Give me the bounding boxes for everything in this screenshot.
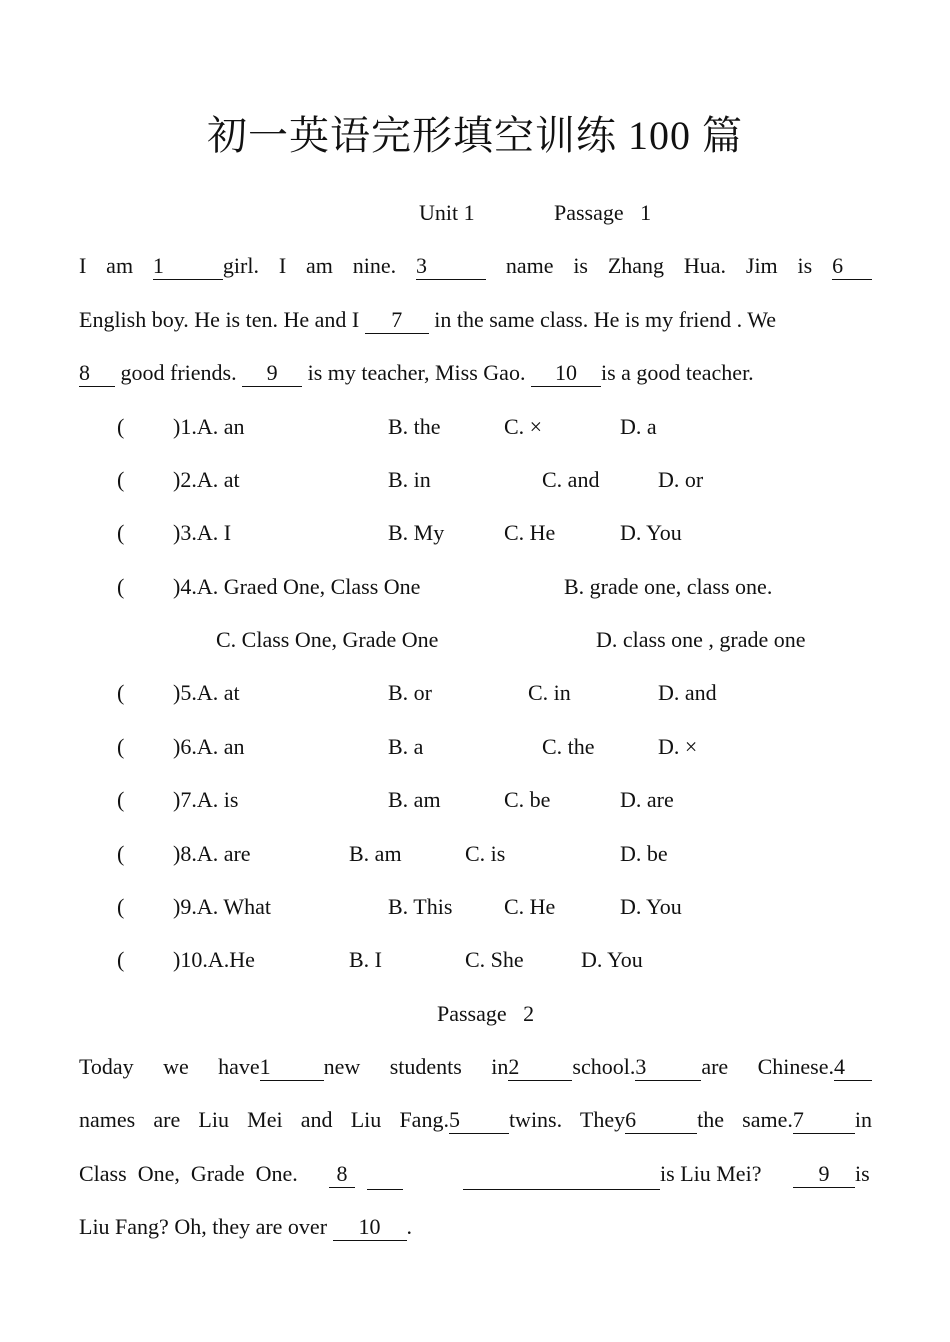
option-b: B. am: [388, 787, 441, 812]
option-b: B. This: [388, 894, 453, 919]
question-paren: (: [117, 414, 125, 439]
question-2: )2.A. at: [173, 467, 240, 492]
blank-5: 5: [449, 1107, 509, 1134]
passage-2-line-4: Liu Fang? Oh, they are over 10 .: [79, 1214, 413, 1239]
option-c: C. Class One, Grade One: [216, 627, 439, 652]
blank-8: 8: [79, 360, 115, 387]
passage-2-line-3-right: is Liu Mei?: [660, 1161, 762, 1186]
text: good friends.: [120, 360, 237, 385]
option-b: B. My: [388, 520, 445, 545]
question-paren: (: [117, 467, 125, 492]
option-c: C. He: [504, 520, 556, 545]
question-5: )5.A. at: [173, 680, 240, 705]
option-c: C. ×: [504, 414, 543, 439]
passage-1-line-3: [79, 360, 754, 387]
blank-10: 10: [333, 1214, 407, 1241]
word: and: [300, 1107, 333, 1132]
text: is a good teacher.: [600, 360, 754, 385]
option-b: B. grade one, class one.: [564, 574, 773, 599]
option-b: B. the: [388, 414, 441, 439]
question-paren: (: [117, 734, 125, 759]
blank-8: 8: [329, 1161, 355, 1188]
blank-3: 3: [635, 1054, 701, 1081]
blank-7: 7: [365, 307, 429, 334]
blank-2: 2: [508, 1054, 572, 1081]
option-c: C. be: [504, 787, 551, 812]
passage-2-line-3-left: Class One, Grade One.: [79, 1161, 298, 1186]
question-3: )3.A. I: [173, 520, 232, 545]
option-d: D. be: [620, 841, 668, 866]
word: are: [153, 1107, 181, 1132]
passage-2-line-2: [79, 1107, 872, 1134]
question-6: )6.A. an: [173, 734, 245, 759]
word-with-blank: Chinese.4: [758, 1054, 872, 1079]
blank-line: [367, 1189, 403, 1190]
page-title: 初一英语完形填空训练 100 篇: [207, 113, 743, 158]
question-paren: (: [117, 841, 125, 866]
blank-10: 10: [531, 360, 601, 387]
option-c: C. and: [542, 467, 600, 492]
option-d: D. are: [620, 787, 674, 812]
option-c: C. She: [465, 947, 524, 972]
option-d: D. You: [620, 894, 682, 919]
option-b: B. am: [349, 841, 402, 866]
option-d: D. and: [658, 680, 717, 705]
passage-1-label: Passage 1: [554, 200, 652, 225]
blank-line: [463, 1189, 660, 1190]
option-b: B. I: [349, 947, 382, 972]
text: in the same class. He is my friend . We: [434, 307, 777, 332]
word: Liu: [198, 1107, 229, 1132]
option-d: D. a: [620, 414, 657, 439]
option-c: C. the: [542, 734, 595, 759]
text: I am: [79, 253, 134, 278]
option-b: B. a: [388, 734, 424, 759]
blank-4: 4: [834, 1054, 872, 1081]
option-d: D. You: [581, 947, 643, 972]
passage-1-line-2: [79, 307, 776, 334]
blank-1: 1: [260, 1054, 324, 1081]
blank-1: 1: [153, 253, 223, 280]
text: girl. I am nine.: [222, 253, 397, 278]
text: English boy. He is ten. He and I: [79, 307, 360, 332]
option-b: B. or: [388, 680, 432, 705]
option-d: D. class one , grade one: [596, 627, 806, 652]
passage-2-label: Passage 2: [437, 1001, 535, 1026]
question-paren: (: [117, 574, 125, 599]
word: Mei: [247, 1107, 283, 1132]
blank-9: 9: [793, 1161, 855, 1188]
word: students: [389, 1054, 462, 1079]
option-d: D. or: [658, 467, 704, 492]
word-with-blank: in2 school.3 are: [491, 1054, 729, 1079]
word: Liu: [350, 1107, 382, 1132]
text: is my teacher, Miss Gao.: [307, 360, 526, 385]
word-with-blank: They6 the: [579, 1107, 724, 1132]
question-1: )1.A. an: [173, 414, 245, 439]
question-10: )10.A.He: [173, 947, 255, 972]
word: Today: [79, 1054, 134, 1079]
text: name is Zhang Hua. Jim is: [505, 253, 813, 278]
question-4: )4.A. Graed One, Class One: [173, 574, 421, 599]
question-8: )8.A. are: [173, 841, 251, 866]
blank-6: 6: [832, 253, 872, 280]
passage-1-line-1: [79, 253, 872, 280]
word-with-blank: same.7 in: [742, 1107, 872, 1132]
question-9: )9.A. What: [173, 894, 271, 919]
option-d: D. ×: [658, 734, 698, 759]
question-7: )7.A. is: [173, 787, 239, 812]
question-paren: (: [117, 680, 125, 705]
blank-6: 6: [625, 1107, 697, 1134]
option-c: C. is: [465, 841, 506, 866]
option-c: C. He: [504, 894, 556, 919]
question-paren: (: [117, 947, 125, 972]
option-c: C. in: [528, 680, 571, 705]
word: is: [855, 1161, 870, 1186]
option-d: D. You: [620, 520, 682, 545]
question-paren: (: [117, 520, 125, 545]
question-paren: (: [117, 894, 125, 919]
question-paren: (: [117, 787, 125, 812]
word-with-blank: Fang.5 twins.: [399, 1107, 563, 1132]
blank-7: 7: [793, 1107, 855, 1134]
passage-2-line-1: [79, 1054, 872, 1081]
option-b: B. in: [388, 467, 431, 492]
blank-3: 3: [416, 253, 486, 280]
word-with-blank: have1 new: [218, 1054, 361, 1079]
unit-label: Unit 1: [419, 200, 475, 225]
word: we: [163, 1054, 189, 1079]
blank-9: 9: [242, 360, 302, 387]
word: names: [79, 1107, 136, 1132]
